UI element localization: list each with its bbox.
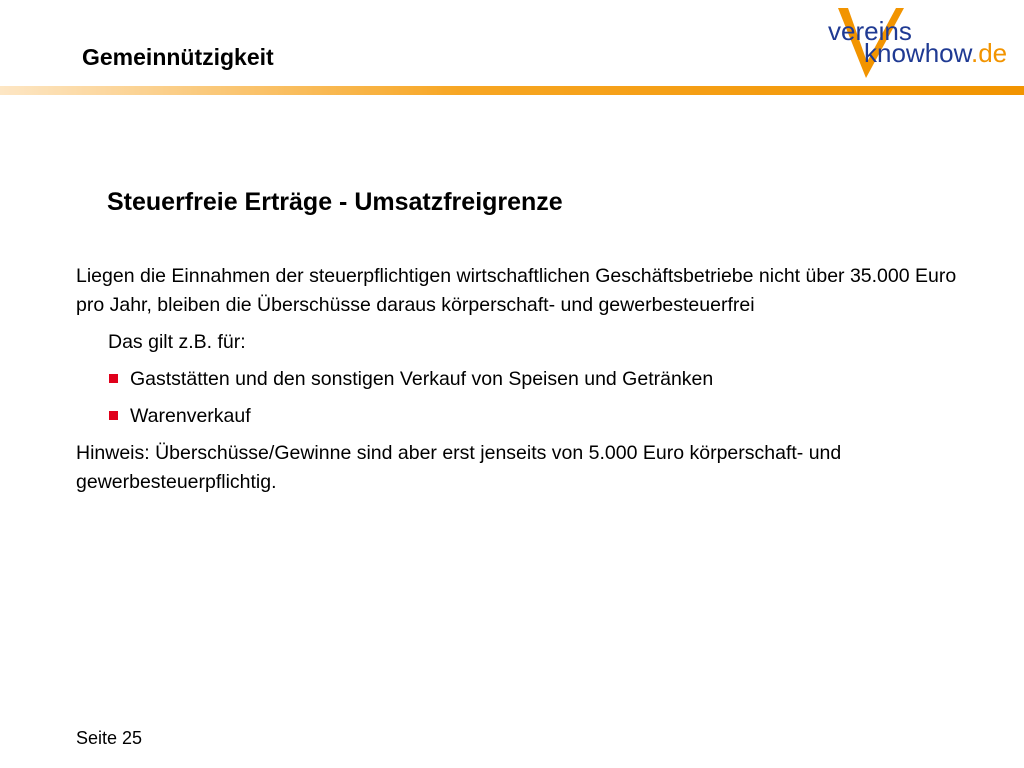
bullet-item <box>76 402 976 431</box>
slide-body <box>76 262 976 505</box>
intro-paragraph: Liegen die Einnahmen der steuerpflichtigen wirtschaftlichen Geschäftsbetriebe nicht über 35.000 Euro pro Jahr, bleiben die Überschüsse daraus körperschaft- und gewerbesteuerfrei <box>76 265 957 316</box>
page-title: Gemeinnützigkeit <box>82 44 274 70</box>
page-number: Seite 25 <box>76 728 143 748</box>
note-paragraph: Hinweis: Überschüsse/Gewinne sind aber erst jenseits von 5.000 Euro körperschaft- und gewerbesteuerpflichtig. <box>76 442 842 493</box>
logo-word-vereins: vereins <box>828 16 912 46</box>
bullet-text: Warenverkauf <box>130 405 251 427</box>
vereinsknowhow-logo <box>820 4 1016 84</box>
logo-word-knowhow: knowhow <box>864 38 971 68</box>
logo-word-tld: .de <box>970 38 1008 68</box>
bullet-text: Gaststätten und den sonstigen Verkauf von Speisen und Getränken <box>130 368 714 390</box>
header-divider-bar <box>0 86 1024 95</box>
square-bullet-icon <box>109 374 118 383</box>
example-label: Das gilt z.B. für: <box>108 331 246 353</box>
slide-title: Steuerfreie Erträge - Umsatzfreigrenze <box>107 188 563 216</box>
square-bullet-icon <box>109 411 118 420</box>
svg-text:knowhow.de <box>864 38 1007 68</box>
bullet-item <box>76 365 976 394</box>
